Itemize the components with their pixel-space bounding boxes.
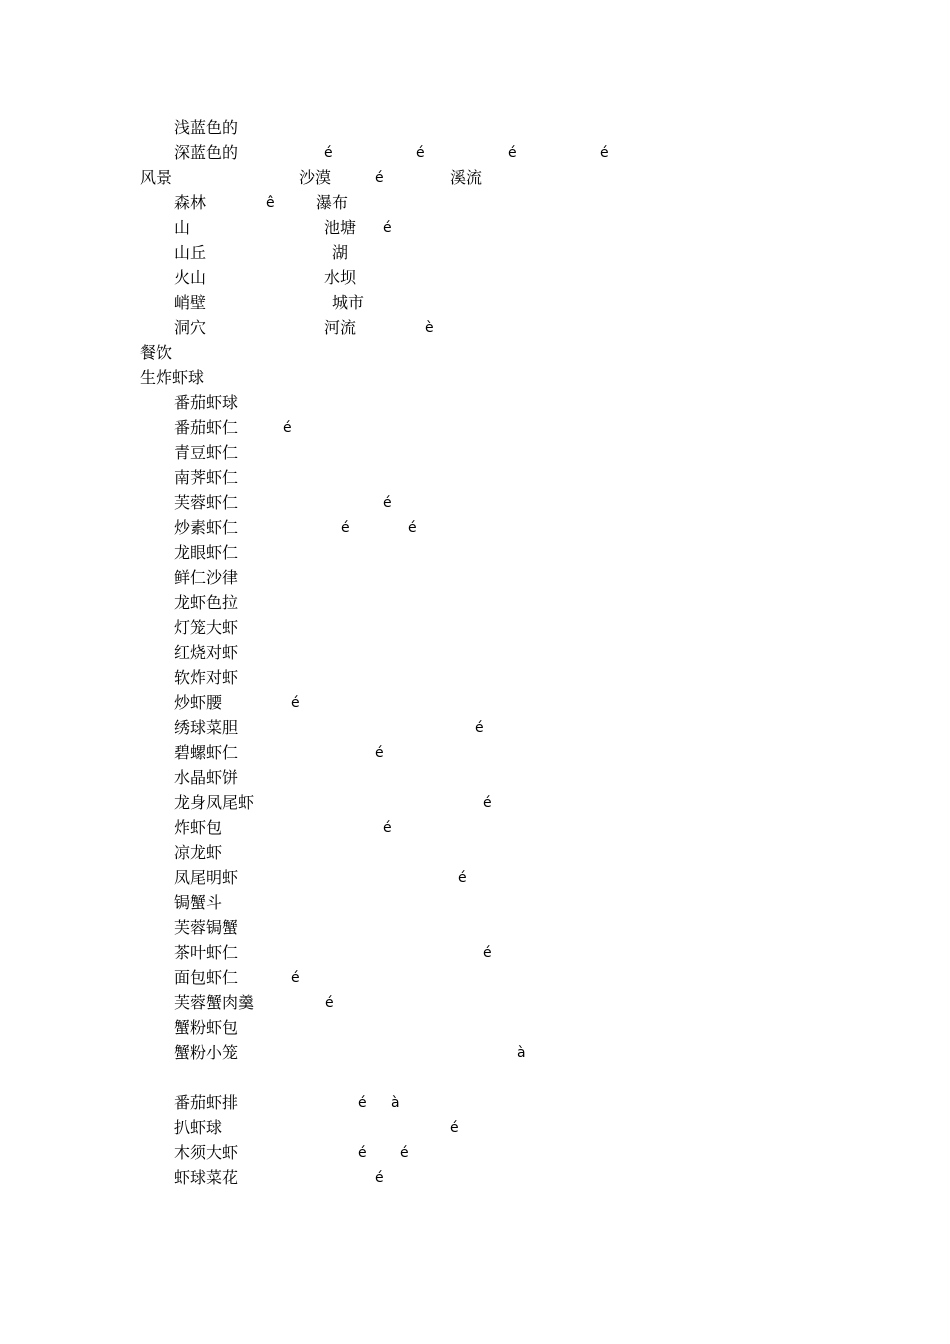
accent-mark: é: [341, 520, 350, 536]
accent-mark: é: [400, 1145, 409, 1161]
accent-mark: è: [425, 320, 434, 336]
accent-mark: é: [383, 220, 392, 236]
dish-entry: 番茄虾排: [174, 1093, 239, 1112]
accent-mark: é: [375, 1170, 384, 1186]
dish-entry: 茶叶虾仁: [174, 943, 239, 962]
pond-entry: 池塘: [324, 218, 357, 237]
accent-mark: é: [358, 1145, 367, 1161]
accent-mark: é: [483, 795, 492, 811]
dining-subheading: 生炸虾球: [140, 368, 205, 387]
accent-mark: é: [383, 495, 392, 511]
dish-entry: 红烧对虾: [174, 643, 239, 662]
dish-entry: 龙眼虾仁: [174, 543, 239, 562]
accent-mark: é: [283, 420, 292, 436]
dish-entry: 炒虾腰: [174, 693, 223, 712]
accent-mark: é: [475, 720, 484, 736]
accent-mark: é: [291, 695, 300, 711]
dish-entry: 鲜仁沙律: [174, 568, 239, 587]
hill-entry: 山丘: [174, 243, 207, 262]
stream-entry: 溪流: [450, 168, 483, 187]
dish-entry: 蟹粉小笼: [174, 1043, 239, 1062]
lake-entry: 湖: [332, 243, 349, 262]
dish-entry: 面包虾仁: [174, 968, 239, 987]
scenery-heading: 风景: [140, 168, 173, 187]
dish-entry: 芙蓉锔蟹: [174, 918, 239, 937]
dish-entry: 木须大虾: [174, 1143, 239, 1162]
dish-entry: 水晶虾饼: [174, 768, 239, 787]
dish-entry: 凤尾明虾: [174, 868, 239, 887]
dish-entry: 蟹粉虾包: [174, 1018, 239, 1037]
accent-mark: é: [458, 870, 467, 886]
accent-mark: é: [416, 145, 425, 161]
volcano-entry: 火山: [174, 268, 207, 287]
dish-entry: 芙蓉蟹肉羹: [174, 993, 255, 1012]
dish-entry: 绣球菜胆: [174, 718, 239, 737]
accent-mark: ê: [266, 195, 275, 211]
accent-mark: é: [324, 145, 333, 161]
accent-mark: é: [358, 1095, 367, 1111]
accent-mark: é: [325, 995, 334, 1011]
accent-mark: à: [391, 1095, 400, 1111]
dish-entry: 炸虾包: [174, 818, 223, 837]
accent-mark: é: [450, 1120, 459, 1136]
city-entry: 城市: [332, 293, 365, 312]
dish-entry: 虾球菜花: [174, 1168, 239, 1187]
mountain-entry: 山: [174, 218, 191, 237]
dish-entry: 灯笼大虾: [174, 618, 239, 637]
dish-entry: 芙蓉虾仁: [174, 493, 239, 512]
accent-mark: é: [600, 145, 609, 161]
dish-entry: 软炸对虾: [174, 668, 239, 687]
dish-entry: 碧螺虾仁: [174, 743, 239, 762]
river-entry: 河流: [324, 318, 357, 337]
accent-mark: à: [517, 1045, 526, 1061]
light-blue-entry: 浅蓝色的: [174, 118, 239, 137]
dish-entry: 青豆虾仁: [174, 443, 239, 462]
dark-blue-entry: 深蓝色的: [174, 143, 239, 162]
waterfall-entry: 瀑布: [316, 193, 349, 212]
dish-entry: 炒素虾仁: [174, 518, 239, 537]
accent-mark: é: [291, 970, 300, 986]
dining-heading: 餐饮: [140, 343, 173, 362]
accent-mark: é: [383, 820, 392, 836]
desert-entry: 沙漠: [299, 168, 332, 187]
cliff-entry: 峭壁: [174, 293, 207, 312]
dish-entry: 番茄虾仁: [174, 418, 239, 437]
dish-entry: 龙虾色拉: [174, 593, 239, 612]
dish-entry: 扒虾球: [174, 1118, 223, 1137]
accent-mark: é: [483, 945, 492, 961]
dish-entry: 凉龙虾: [174, 843, 223, 862]
dish-entry: 番茄虾球: [174, 393, 239, 412]
dish-entry: 锔蟹斗: [174, 893, 223, 912]
accent-mark: é: [508, 145, 517, 161]
dish-entry: 龙身凤尾虾: [174, 793, 255, 812]
dish-entry: 南荠虾仁: [174, 468, 239, 487]
accent-mark: é: [375, 745, 384, 761]
dam-entry: 水坝: [324, 268, 357, 287]
cave-entry: 洞穴: [174, 318, 207, 337]
accent-mark: é: [375, 170, 384, 186]
accent-mark: é: [408, 520, 417, 536]
forest-entry: 森林: [174, 193, 207, 212]
